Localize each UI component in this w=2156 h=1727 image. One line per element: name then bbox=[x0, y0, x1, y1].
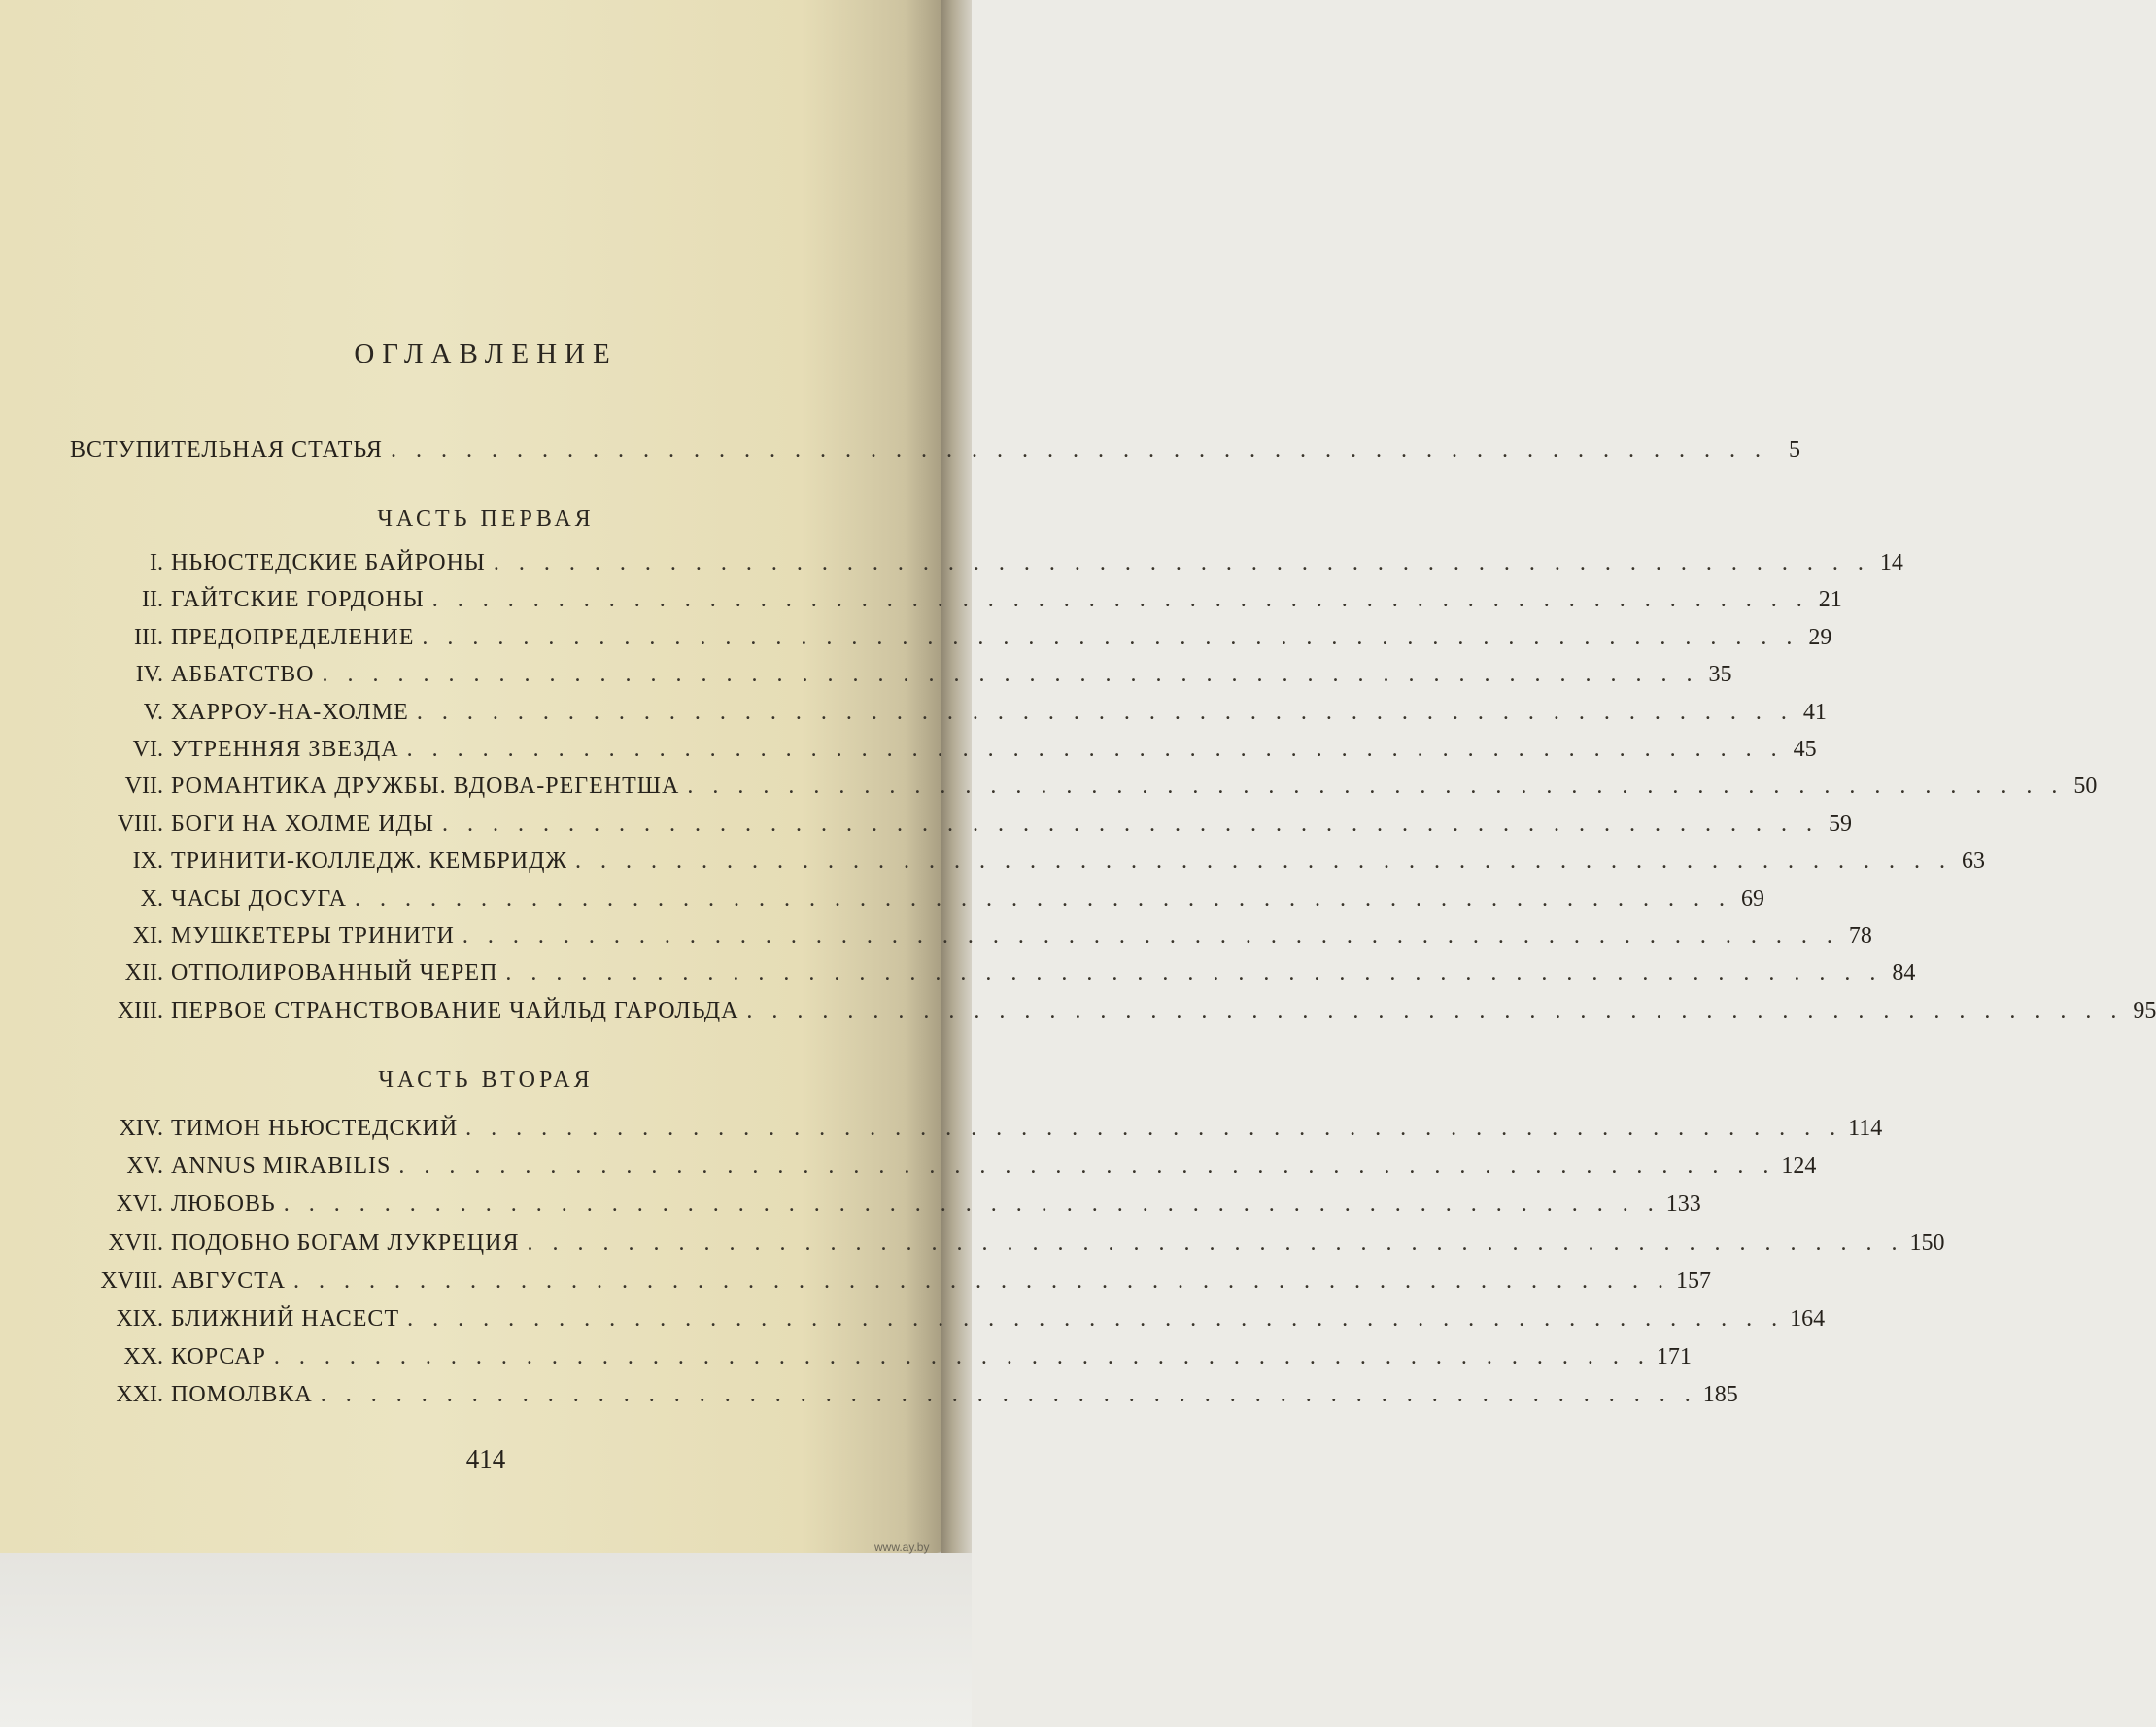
watermark: www.ay.by bbox=[874, 1540, 930, 1554]
chapter-title: ЛЮБОВЬ bbox=[171, 1192, 276, 1218]
part-one-heading: ЧАСТЬ ПЕРВАЯ bbox=[377, 506, 595, 532]
chapter-number: V. bbox=[143, 699, 163, 725]
toc-entry bbox=[62, 1267, 1712, 1301]
toc-entry-intro bbox=[70, 437, 1800, 470]
toc-entry bbox=[62, 1116, 1883, 1149]
dot-leader: . . . . . . . . . . . . . . . . . . . . . . . . . . . . . . . . . . . . . . . . . . . . . . . . . . . . . . . bbox=[527, 1229, 1904, 1256]
chapter-title: ТИМОН НЬЮСТЕДСКИЙ bbox=[171, 1116, 459, 1141]
toc-entry bbox=[66, 550, 1903, 583]
chapter-title: ЧАСЫ ДОСУГА bbox=[171, 885, 347, 912]
toc-entry bbox=[66, 960, 1916, 993]
chapter-page: 29 bbox=[1808, 624, 1832, 650]
dot-leader: . . . . . . . . . . . . . . . . . . . . . . . . . . . . . . . . . . . . . . . . . . . . . . . . . . . . . . . bbox=[322, 662, 1699, 688]
toc-entry bbox=[66, 997, 2156, 1031]
dot-leader: . . . . . . . . . . . . . . . . . . . . . . . . . . . . . . . . . . . . . . . . . . . . . . . . . . . . . . . bbox=[574, 848, 1952, 875]
toc-entry bbox=[62, 1154, 1817, 1187]
chapter-page: 45 bbox=[1793, 737, 1817, 762]
chapter-number: XI. bbox=[132, 923, 163, 949]
toc-entry bbox=[66, 624, 1832, 658]
chapter-title: ANNUS MIRABILIS bbox=[171, 1154, 392, 1180]
dot-leader: . . . . . . . . . . . . . . . . . . . . . . . . . . . . . . . . . . . . . . . . . . . . . . . . . . . . . . . bbox=[441, 811, 1819, 837]
chapter-number: XII. bbox=[124, 960, 163, 986]
chapter-title: АВГУСТА bbox=[171, 1267, 287, 1294]
chapter-number: VIII. bbox=[117, 811, 163, 837]
chapter-title: РОМАНТИКА ДРУЖБЫ. ВДОВА-РЕГЕНТША bbox=[171, 774, 680, 800]
dot-leader: . . . . . . . . . . . . . . . . . . . . . . . . . . . . . . . . . . . . . . . . . . . . . . . . . . . . . . . bbox=[320, 1382, 1697, 1408]
toc-entry bbox=[62, 1192, 1701, 1225]
chapter-page: 157 bbox=[1676, 1267, 1712, 1294]
dot-leader: . . . . . . . . . . . . . . . . . . . . . . . . . . . . . . . . . . . . . . . . . . . . . . . . . . . . . . . bbox=[416, 699, 1794, 725]
chapter-number: III. bbox=[134, 624, 163, 650]
toc-title: ОГЛАВЛЕНИЕ bbox=[354, 338, 618, 369]
toc-entry bbox=[66, 699, 1827, 733]
part-two-heading: ЧАСТЬ ВТОРАЯ bbox=[378, 1067, 594, 1092]
dot-leader: . . . . . . . . . . . . . . . . . . . . . . . . . . . . . . . . . . . . . . . . . . . . . . . . . . . . . . . bbox=[283, 1192, 1660, 1218]
dot-leader: . . . . . . . . . . . . . . . . . . . . . . . . . . . . . . . . . . . . . . . . . . . . . . . . . . . . . . . bbox=[465, 1116, 1843, 1141]
chapter-number: XVI. bbox=[116, 1192, 163, 1218]
chapter-number: II. bbox=[142, 587, 163, 613]
dot-leader: . . . . . . . . . . . . . . . . . . . . . . . . . . . . . . . . . . . . . . . . . . . . . . . . . . . . . . . bbox=[293, 1267, 1671, 1294]
chapter-title: ПРЕДОПРЕДЕЛЕНИЕ bbox=[171, 624, 415, 650]
chapter-page: 150 bbox=[1909, 1229, 1945, 1256]
chapter-number: XIV. bbox=[119, 1116, 163, 1141]
chapter-number: XVIII. bbox=[100, 1267, 163, 1294]
dot-leader: . . . . . . . . . . . . . . . . . . . . . . . . . . . . . . . . . . . . . . . . . . . . . . . . . . . . . . . bbox=[407, 1306, 1785, 1331]
chapter-page: 133 bbox=[1665, 1192, 1701, 1218]
chapter-number: IV. bbox=[135, 662, 163, 688]
chapter-number: XXI. bbox=[116, 1382, 163, 1408]
page-number: 414 bbox=[465, 1444, 506, 1473]
toc-entry bbox=[66, 848, 1985, 881]
chapter-title: ТРИНИТИ-КОЛЛЕДЖ. КЕМБРИДЖ bbox=[171, 848, 567, 875]
toc-entry bbox=[62, 1344, 1692, 1377]
chapter-page: 164 bbox=[1790, 1306, 1826, 1331]
dot-leader: . . . . . . . . . . . . . . . . . . . . . . . . . . . . . . . . . . . . . . . . . . . . . . . . . . . . . . . bbox=[273, 1344, 1651, 1370]
chapter-number: VI. bbox=[132, 737, 163, 762]
toc-entry-page: 5 bbox=[1788, 437, 1800, 463]
chapter-page: 41 bbox=[1802, 699, 1827, 725]
dot-leader: . . . . . . . . . . . . . . . . . . . . . . . . . . . . . . . . . . . . . . . . . . . . . . . . . . . . . . . bbox=[687, 774, 2065, 800]
dot-leader: . . . . . . . . . . . . . . . . . . . . . . . . . . . . . . . . . . . . . . . . . . . . . . . . . . . . . . . bbox=[462, 923, 1839, 949]
dot-leader: . . . . . . . . . . . . . . . . . . . . . . . . . . . . . . . . . . . . . . . . . . . . . . . . . . . . . . . bbox=[354, 885, 1731, 912]
chapter-page: 95 bbox=[2133, 997, 2156, 1023]
toc-entry bbox=[66, 737, 1817, 770]
table-surface bbox=[0, 1553, 972, 1727]
chapter-title: НЬЮСТЕДСКИЕ БАЙРОНЫ bbox=[171, 550, 486, 575]
dot-leader: . . . . . . . . . . . . . . . . . . . . . . . . . . . . . . . . . . . . . . . . . . . . . . . . . . . . . . . bbox=[398, 1154, 1776, 1180]
chapter-page: 14 bbox=[1879, 550, 1903, 575]
chapter-page: 50 bbox=[2073, 774, 2098, 800]
dot-leader: . . . . . . . . . . . . . . . . . . . . . . . . . . . . . . . . . . . . . . . . . . . . . . . . . . . . . . . bbox=[431, 587, 1809, 613]
toc-entry bbox=[66, 923, 1872, 956]
chapter-title: КОРСАР bbox=[171, 1344, 266, 1370]
toc-entry bbox=[62, 1229, 1945, 1263]
chapter-page: 171 bbox=[1656, 1344, 1692, 1370]
toc-entry bbox=[66, 662, 1732, 695]
chapter-number: XX. bbox=[123, 1344, 163, 1370]
dot-leader: . . . . . . . . . . . . . . . . . . . . . . . . . . . . . . . . . . . . . . . . . . . . . . . . . . . . . . . bbox=[390, 437, 1767, 463]
chapter-title: ХАРРОУ-НА-ХОЛМЕ bbox=[171, 699, 409, 725]
chapter-title: ПЕРВОЕ СТРАНСТВОВАНИЕ ЧАЙЛЬД ГАРОЛЬДА bbox=[171, 997, 739, 1023]
chapter-number: VII. bbox=[124, 774, 163, 800]
chapter-title: ОТПОЛИРОВАННЫЙ ЧЕРЕП bbox=[171, 960, 498, 986]
dot-leader: . . . . . . . . . . . . . . . . . . . . . . . . . . . . . . . . . . . . . . . . . . . . . . . . . . . . . . . bbox=[406, 737, 1784, 762]
toc-entry bbox=[66, 774, 2098, 807]
chapter-number: X. bbox=[140, 885, 163, 912]
chapter-title: МУШКЕТЕРЫ ТРИНИТИ bbox=[171, 923, 455, 949]
chapter-page: 185 bbox=[1702, 1382, 1738, 1408]
chapter-number: XVII. bbox=[108, 1229, 163, 1256]
chapter-page: 59 bbox=[1828, 811, 1852, 837]
dot-leader: . . . . . . . . . . . . . . . . . . . . . . . . . . . . . . . . . . . . . . . . . . . . . . . . . . . . . . . bbox=[422, 624, 1799, 650]
chapter-title: ПОМОЛВКА bbox=[171, 1382, 313, 1408]
chapter-title: ГАЙТСКИЕ ГОРДОНЫ bbox=[171, 587, 425, 613]
chapter-page: 35 bbox=[1708, 662, 1732, 688]
chapter-page: 69 bbox=[1740, 885, 1764, 912]
toc-entry bbox=[62, 1382, 1738, 1415]
chapter-number: XIII. bbox=[117, 997, 163, 1023]
chapter-page: 124 bbox=[1781, 1154, 1817, 1180]
toc-entry bbox=[62, 1306, 1826, 1339]
chapter-number: XV. bbox=[126, 1154, 163, 1180]
dot-leader: . . . . . . . . . . . . . . . . . . . . . . . . . . . . . . . . . . . . . . . . . . . . . . . . . . . . . . . bbox=[493, 550, 1870, 575]
chapter-page: 21 bbox=[1818, 587, 1842, 613]
chapter-page: 78 bbox=[1848, 923, 1872, 949]
toc-entry bbox=[66, 885, 1764, 919]
chapter-title: ПОДОБНО БОГАМ ЛУКРЕЦИЯ bbox=[171, 1229, 520, 1256]
chapter-page: 63 bbox=[1961, 848, 1985, 875]
toc-entry bbox=[66, 811, 1852, 845]
chapter-page: 84 bbox=[1892, 960, 1916, 986]
dot-leader: . . . . . . . . . . . . . . . . . . . . . . . . . . . . . . . . . . . . . . . . . . . . . . . . . . . . . . . bbox=[746, 997, 2124, 1023]
toc-entry bbox=[66, 587, 1842, 620]
chapter-title: БОГИ НА ХОЛМЕ ИДЫ bbox=[171, 811, 434, 837]
toc-entry-title: ВСТУПИТЕЛЬНАЯ СТАТЬЯ bbox=[70, 437, 383, 463]
dot-leader: . . . . . . . . . . . . . . . . . . . . . . . . . . . . . . . . . . . . . . . . . . . . . . . . . . . . . . . bbox=[505, 960, 1883, 986]
chapter-page: 114 bbox=[1848, 1116, 1883, 1141]
chapter-title: БЛИЖНИЙ НАСЕСТ bbox=[171, 1306, 400, 1331]
chapter-title: АББАТСТВО bbox=[171, 662, 315, 688]
chapter-number: XIX. bbox=[116, 1306, 163, 1331]
chapter-number: I. bbox=[150, 550, 163, 575]
chapter-title: УТРЕННЯЯ ЗВЕЗДА bbox=[171, 737, 399, 762]
chapter-number: IX. bbox=[132, 848, 163, 875]
